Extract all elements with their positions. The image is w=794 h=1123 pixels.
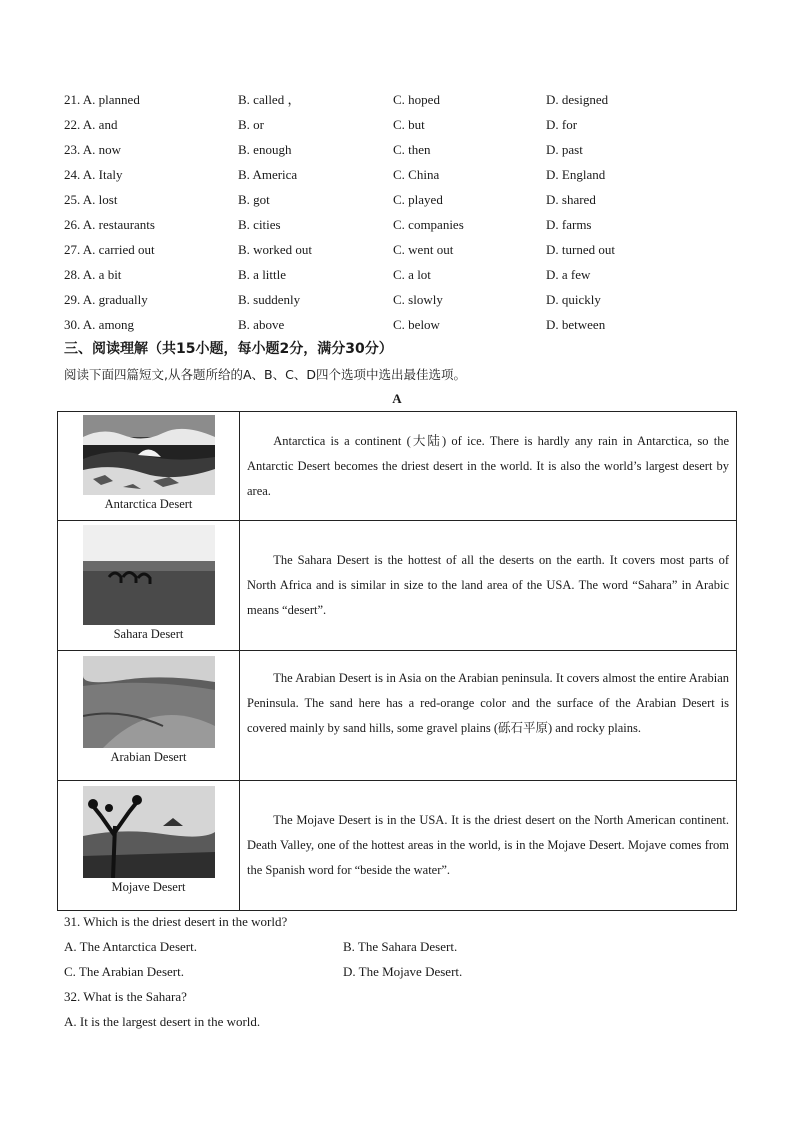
passage-label: A <box>392 391 402 406</box>
option-a: 28. A. a bit <box>64 267 122 282</box>
image-cell <box>58 651 240 781</box>
option-b: B. or <box>238 117 264 132</box>
image-cell <box>58 412 240 521</box>
option-d: D. for <box>546 117 578 132</box>
cloze-option-row <box>64 165 744 185</box>
text-cell <box>240 412 737 521</box>
table-row <box>58 781 737 911</box>
option-b: B. worked out <box>238 242 313 257</box>
cloze-option-row <box>64 190 744 210</box>
option-b: B. called ， <box>238 92 301 107</box>
option-b: B. America <box>238 167 298 182</box>
section-heading: 三、阅读理解（共15小题，每小题2分，满分30分） <box>64 341 393 357</box>
option-d: D. quickly <box>546 292 601 307</box>
option-a: 22. A. and <box>64 117 118 132</box>
answer-option-d: D. The Mojave Desert. <box>343 964 463 979</box>
option-a: 23. A. now <box>64 142 122 157</box>
cloze-option-row <box>64 240 744 260</box>
cloze-option-row <box>64 290 744 310</box>
table-row <box>58 521 737 651</box>
desert-description: The Sahara Desert is the hottest of all the deserts on the earth. It covers most parts of North Africa and is similar in size to the land area of the USA. The word “Sahara” in Arabic means “desert”. <box>247 553 729 617</box>
option-c: C. slowly <box>393 292 443 307</box>
option-b: B. suddenly <box>238 292 301 307</box>
mojave-photo <box>83 786 215 878</box>
table-row <box>58 651 737 781</box>
option-c: C. below <box>393 317 440 332</box>
option-c: C. hoped <box>393 92 440 107</box>
image-cell <box>58 781 240 911</box>
option-c: C. a lot <box>393 267 431 282</box>
option-c: C. but <box>393 117 425 132</box>
answer-option-a: A. It is the largest desert in the world. <box>64 1014 261 1029</box>
cloze-option-row <box>64 315 744 335</box>
option-b: B. cities <box>238 217 281 232</box>
question-stem: 32. What is the Sahara? <box>64 989 187 1004</box>
desert-caption: Arabian Desert <box>110 750 187 764</box>
answer-option-a: A. The Antarctica Desert. <box>64 939 197 954</box>
answer-option-b: B. The Sahara Desert. <box>343 939 458 954</box>
desert-description: The Mojave Desert is in the USA. It is the driest desert on the North American continent. Death Valley, one of the hottest areas in the world, is in the Mojave Desert. Mojave comes from the Spanish word for “beside the water”. <box>247 813 729 877</box>
option-d: D. shared <box>546 192 596 207</box>
option-b: B. a little <box>238 267 287 282</box>
text-cell <box>240 651 737 781</box>
desert-table <box>57 411 737 911</box>
desert-description: The Arabian Desert is in Asia on the Arabian peninsula. It covers almost the entire Arabian Peninsula. The sand here has a red-orange color and the surface of the Arabian Desert is covered mainly by sand hills, some gravel plains (砾石平原) and rocky plains. <box>247 671 729 735</box>
cloze-option-row <box>64 90 744 110</box>
desert-caption: Sahara Desert <box>113 627 184 641</box>
section-instruction: 阅读下面四篇短文,从各题所给的A、B、C、D四个选项中选出最佳选项。 <box>64 367 466 382</box>
answer-option-c: C. The Arabian Desert. <box>64 964 184 979</box>
option-c: C. went out <box>393 242 454 257</box>
image-cell <box>58 521 240 651</box>
option-d: D. farms <box>546 217 592 232</box>
option-d: D. a few <box>546 267 591 282</box>
option-d: D. England <box>546 167 606 182</box>
option-d: D. designed <box>546 92 609 107</box>
desert-caption: Mojave Desert <box>111 880 186 894</box>
option-a: 30. A. among <box>64 317 135 332</box>
text-cell <box>240 781 737 911</box>
option-c: C. companies <box>393 217 464 232</box>
question-stem: 31. Which is the driest desert in the world? <box>64 914 288 929</box>
arabian-photo <box>83 656 215 748</box>
desert-description: Antarctica is a continent (大陆) of ice. There is hardly any rain in Antarctica, so the Antarctic Desert becomes the driest desert in the world. It is also the world’s largest desert by area. <box>247 433 729 498</box>
sahara-photo <box>83 525 215 625</box>
option-c: C. China <box>393 167 440 182</box>
option-c: C. then <box>393 142 431 157</box>
desert-caption: Antarctica Desert <box>104 497 193 511</box>
option-a: 24. A. Italy <box>64 167 123 182</box>
table-row <box>58 412 737 521</box>
text-cell <box>240 521 737 651</box>
option-b: B. above <box>238 317 285 332</box>
option-b: B. enough <box>238 142 292 157</box>
cloze-option-row <box>64 265 744 285</box>
antarctica-photo <box>83 415 215 495</box>
cloze-option-row <box>64 140 744 160</box>
cloze-option-row <box>64 215 744 235</box>
option-a: 25. A. lost <box>64 192 118 207</box>
option-b: B. got <box>238 192 270 207</box>
option-a: 21. A. planned <box>64 92 140 107</box>
option-a: 29. A. gradually <box>64 292 148 307</box>
option-d: D. past <box>546 142 583 157</box>
option-a: 26. A. restaurants <box>64 217 155 232</box>
option-d: D. turned out <box>546 242 615 257</box>
option-c: C. played <box>393 192 443 207</box>
option-a: 27. A. carried out <box>64 242 155 257</box>
option-d: D. between <box>546 317 606 332</box>
cloze-option-row <box>64 115 744 135</box>
